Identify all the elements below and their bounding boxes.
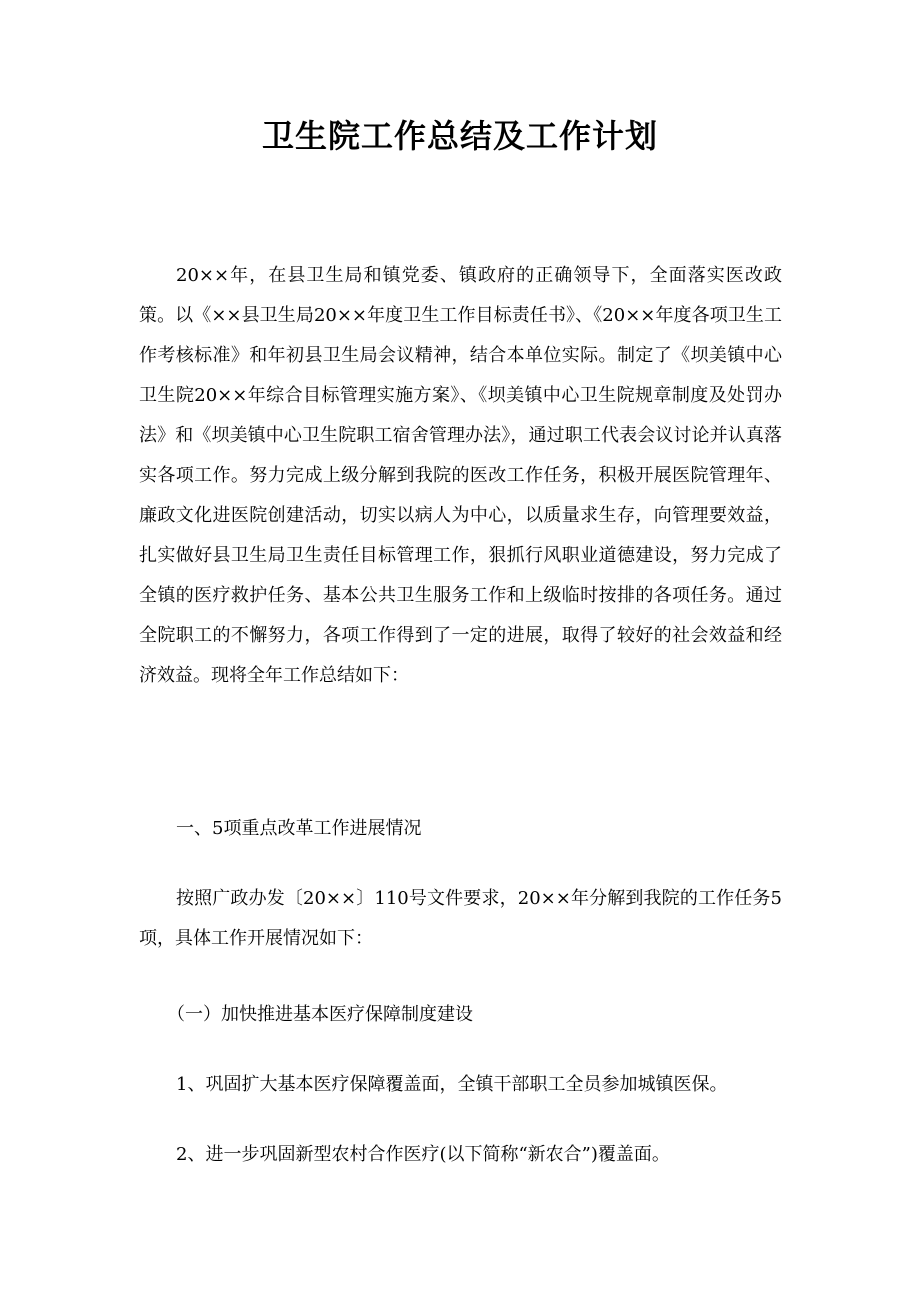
- list-item-2: 2、进一步巩固新型农村合作医疗(以下简称“新农合”)覆盖面。: [176, 1144, 670, 1165]
- section-1-heading: 一、5项重点改革工作进展情况: [176, 818, 422, 839]
- list-item-1: 1、巩固扩大基本医疗保障覆盖面，全镇干部职工全员参加城镇医保。: [176, 1074, 728, 1095]
- section-1-paragraph: 按照广政办发〔20××〕110号文件要求，20××年分解到我院的工作任务5项，具体工作开展情况如下：: [139, 888, 782, 949]
- intro-paragraph: 20××年，在县卫生局和镇党委、镇政府的正确领导下，全面落实医改政策。以《××县卫生局20××年度卫生工作目标责任书》、《20××年度各项卫生工作考核标准》和年初县卫生局会议精神，结合本单位实际。制定了《坝美镇中心卫生院20××年综合目标管理实施方案》、《坝美镇中心卫生院规章制度及处罚办法》和《坝美镇中心卫生院职工宿舍管理办法》，通过职工代表会议讨论并认真落实各项工作。努力完成上级分解到我院的医改工作任务，积极开展医院管理年、廉政文化进医院创建活动，切实以病人为中心，以质量求生存，向管理要效益，扎实做好县卫生局卫生责任目标管理工作，狠抓行风职业道德建设，努力完成了全镇的医疗救护任务、基本公共卫生服务工作和上级临时按排的各项任务。通过全院职工的不懈努力，各项工作得到了一定的进展，取得了较好的社会效益和经济效益。现将全年工作总结如下：: [139, 265, 782, 686]
- subsection-1-heading: （一）加快推进基本医疗保障制度建设: [167, 1004, 473, 1025]
- document-title: 卫生院工作总结及工作计划: [261, 117, 658, 155]
